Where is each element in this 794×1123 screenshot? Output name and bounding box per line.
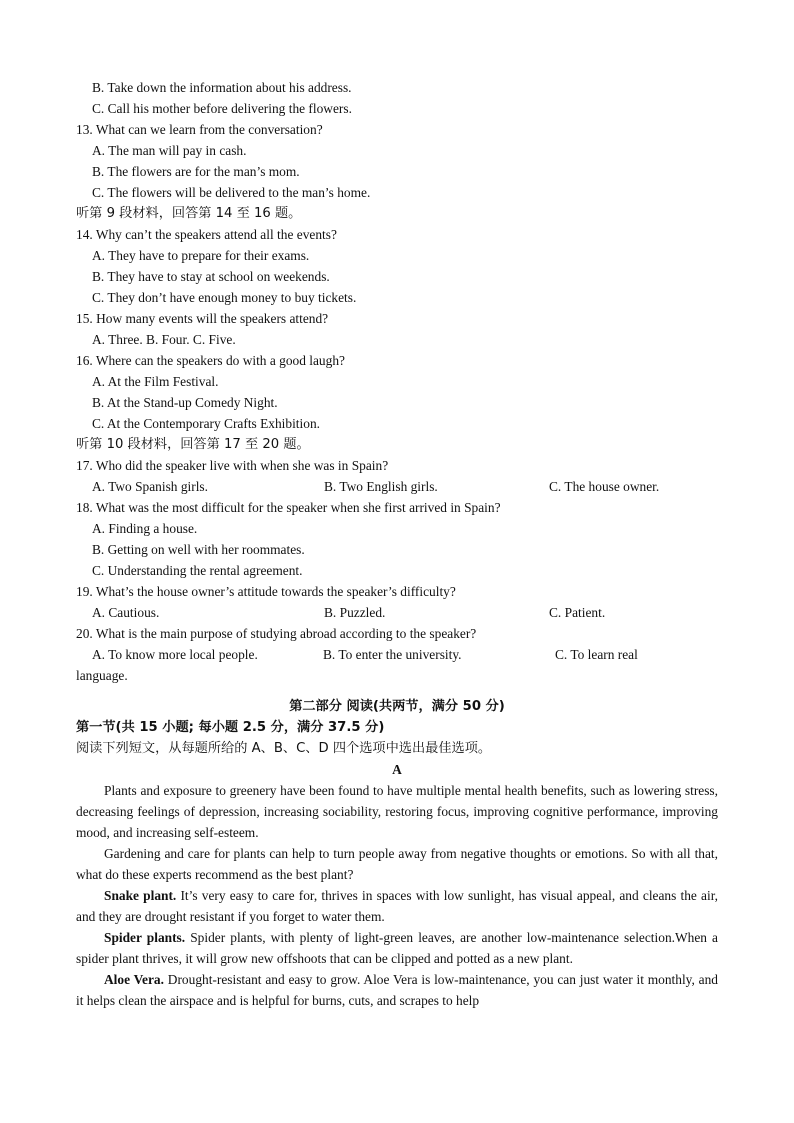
q20-options [76,644,718,665]
q20-option-c: C. To learn real [555,647,638,662]
plant-spider-name: Spider plants. [104,930,186,945]
q16-option-b: B. At the Stand-up Comedy Night. [92,395,278,410]
q13-stem: 13. What can we learn from the conversation? [76,122,323,137]
passage-letter: A [392,762,402,777]
q14-option-c: C. They don’t have enough money to buy tickets. [92,290,357,305]
q20-stem: 20. What is the main purpose of studying abroad according to the speaker? [76,626,477,641]
q17-options [76,476,718,497]
q19-option-c: C. Patient. [549,605,606,620]
q17-option-c: C. The house owner. [549,479,660,494]
q16-stem: 16. Where can the speakers do with a good laugh? [76,353,345,368]
q15-options: A. Three. B. Four. C. Five. [92,332,236,347]
plant-snake-name: Snake plant. [104,888,177,903]
section-one-title: 第一节(共 15 小题; 每小题 2.5 分，满分 37.5 分) [76,720,385,735]
plant-snake [76,885,718,927]
q13-option-c: C. The flowers will be delivered to the man’s home. [92,185,371,200]
q15-stem: 15. How many events will the speakers attend? [76,311,329,326]
q12-option-b: B. Take down the information about his address. [92,80,352,95]
part-two-title: 第二部分 阅读(共两节，满分 50 分) [289,699,505,714]
plant-aloe-text: Drought-resistant and easy to grow. Aloe Vera is low-maintenance, you can just water it monthly, and it helps clean the airspace and is helpful for burns, cuts, and scrapes to help [76,972,718,1008]
q17-option-b: B. Two English girls. [324,479,438,494]
q18-option-c: C. Understanding the rental agreement. [92,563,303,578]
q19-stem: 19. What’s the house owner’s attitude towards the speaker’s difficulty? [76,584,456,599]
q12-option-c: C. Call his mother before delivering the flowers. [92,101,352,116]
reading-instructions: 阅读下列短文，从每题所给的 A、B、C、D 四个选项中选出最佳选项。 [76,741,492,756]
section10-header: 听第 10 段材料，回答第 17 至 20 题。 [76,437,310,452]
exam-page [76,77,718,1011]
q16-option-a: A. At the Film Festival. [92,374,219,389]
plant-aloe-name: Aloe Vera. [104,972,164,987]
plant-spider [76,927,718,969]
q14-option-a: A. They have to prepare for their exams. [92,248,310,263]
q19-option-b: B. Puzzled. [324,605,386,620]
plant-snake-text: It’s very easy to care for, thrives in spaces with low sunlight, has visual appeal, and cleans the air, and they are drought resistant if you forget to water them. [76,888,718,924]
q17-stem: 17. Who did the speaker live with when she was in Spain? [76,458,389,473]
q13-option-b: B. The flowers are for the man’s mom. [92,164,300,179]
section9-header: 听第 9 段材料，回答第 14 至 16 题。 [76,206,302,221]
q20-option-b: B. To enter the university. [323,647,462,662]
q20-option-c-continuation: language. [76,668,128,683]
plant-aloe [76,969,718,1011]
q18-option-b: B. Getting on well with her roommates. [92,542,305,557]
q16-option-c: C. At the Contemporary Crafts Exhibition. [92,416,320,431]
q14-stem: 14. Why can’t the speakers attend all the events? [76,227,337,242]
passage-paragraph-2: Gardening and care for plants can help to turn people away from negative thoughts or emotions. So with all that, what do these experts recommend as the best plant? [76,846,718,882]
passage-paragraph-1: Plants and exposure to greenery have been found to have multiple mental health benefits, such as lowering stress, decreasing feelings of depression, increasing sociability, restoring focus, improving cognitive performance, improving mood, and increasing self-esteem. [76,783,718,840]
q17-option-a: A. Two Spanish girls. [92,479,208,494]
q13-option-a: A. The man will pay in cash. [92,143,247,158]
plant-spider-text: Spider plants, with plenty of light-green leaves, are another low-maintenance selection.When a spider plant thrives, it will grow new offshoots that can be clipped and potted as a new plant. [76,930,718,966]
q14-option-b: B. They have to stay at school on weekends. [92,269,330,284]
q19-option-a: A. Cautious. [92,605,160,620]
q18-option-a: A. Finding a house. [92,521,198,536]
q18-stem: 18. What was the most difficult for the speaker when she first arrived in Spain? [76,500,501,515]
q20-option-a: A. To know more local people. [92,647,258,662]
q19-options [76,602,718,623]
